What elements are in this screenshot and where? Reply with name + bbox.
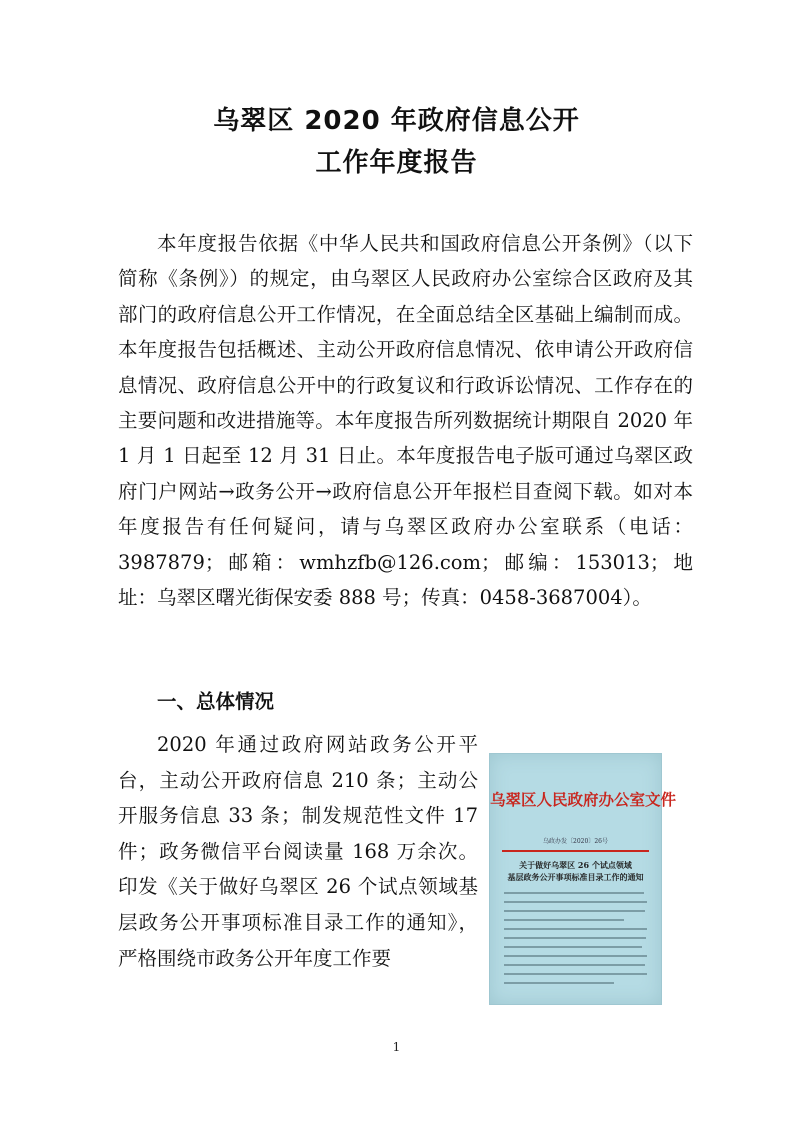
body-text-line — [504, 964, 645, 966]
section1-paragraph: 2020 年通过政府网站政务公开平台，主动公开政府信息 210 条；主动公开服务信息 33 条；制发规范性文件 17 件；政务微信平台阅读量 168 万余次。印发《关于做好乌翠区 26 个试点领域基层政务公开事项标准目录工作的通知》，严格围绕市政务公开年度工作要 — [118, 733, 478, 970]
document-number: 乌政办发〔2020〕26号 — [543, 838, 608, 845]
intro-paragraph: 本年度报告依据《中华人民共和国政府信息公开条例》（以下简称《条例》）的规定，由乌翠区人民政府办公室综合区政府及其部门的政府信息公开工作情况，在全面总结全区基础上编制而成。本年度报告包括概述、主动公开政府信息情况、依申请公开政府信息情况、政府信息公开中的行政复议和行政诉讼情况、工作存在的主要问题和改进措施等。本年度报告所列数据统计期限自 2020 年 1 月 1 日起至 12 月 31 日止。本年度报告电子版可通过乌翠区政府门户网站→政务公开→政府信息公开年报栏目查阅下载。如对本年度报告有任何疑问，请与乌翠区政府办公室联系（电话：3987879；邮箱：wmhzfb@126.com；邮编：153013；地址：乌翠区曙光街保安委 888 号；传真：0458-3687004）。 — [118, 232, 693, 610]
body-text-line — [504, 973, 647, 975]
red-header-rule — [502, 850, 649, 852]
body-text-line — [504, 946, 642, 948]
report-title-line2: 工作年度报告 — [315, 148, 478, 178]
embedded-document-photo — [489, 753, 677, 1005]
document-header-title: 乌翠区人民政府办公室文件 — [490, 790, 677, 809]
body-text-line — [504, 919, 624, 921]
notice-title-line2: 基层政务公开事项标准目录工作的通知 — [507, 872, 644, 882]
page-number: 1 — [392, 1040, 401, 1054]
body-text-line — [504, 910, 645, 912]
section1-heading: 一、总体情况 — [157, 690, 275, 713]
body-text-line — [504, 892, 644, 894]
body-text-line — [504, 955, 647, 957]
body-text-line — [504, 982, 614, 984]
body-text-line — [504, 901, 647, 903]
body-text-line — [504, 937, 646, 939]
notice-title-line1: 关于做好乌翠区 26 个试点领域 — [519, 860, 632, 870]
report-title-line1: 乌翠区 2020 年政府信息公开 — [213, 106, 580, 136]
body-text-line — [504, 928, 647, 930]
